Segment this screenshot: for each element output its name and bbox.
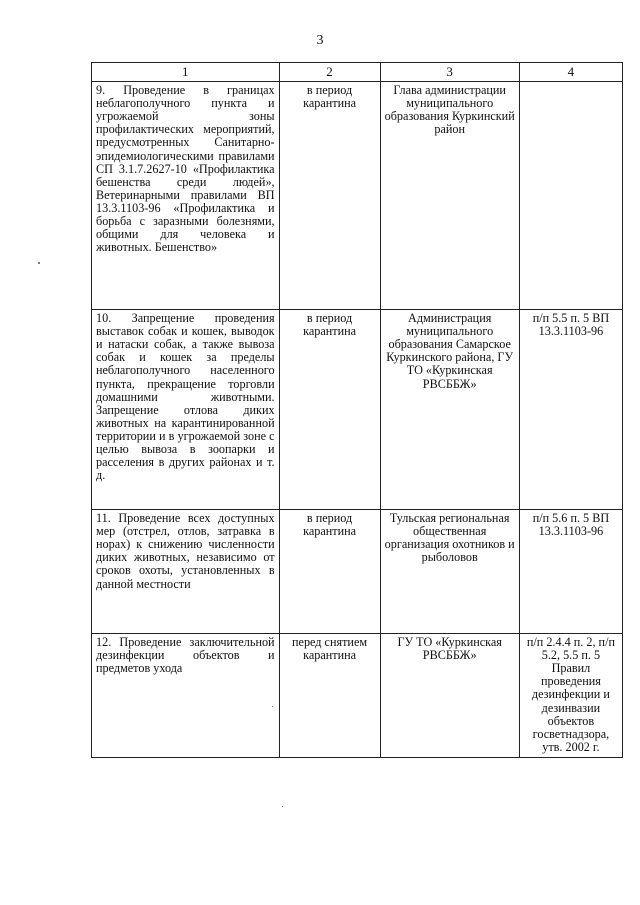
basis-cell: п/п 2.4.4 п. 2, п/п 5.2, 5.5 п. 5 Правил проведения дезинфекции и дезинвазии объектов госветнадзора, утв. 2002 г. — [519, 634, 622, 758]
term-cell: перед снятием карантина — [279, 634, 380, 758]
term-cell: в период карантина — [279, 510, 380, 634]
responsible-cell: Тульская региональная общественная организация охотников и рыболовов — [380, 510, 519, 634]
term-cell: в период карантина — [279, 82, 380, 310]
table-row — [92, 310, 623, 510]
action-cell: 11. Проведение всех доступных мер (отстрел, отлов, затравка в норах) к снижению численности диких животных, независимо от сроков охоты, установленных в данной местности — [92, 510, 280, 634]
responsible-cell: ГУ ТО «Куркинская РВСББЖ» — [380, 634, 519, 758]
column-number: 4 — [519, 63, 622, 82]
basis-cell: п/п 5.6 п. 5 ВП 13.3.1103-96 — [519, 510, 622, 634]
basis-cell: п/п 5.5 п. 5 ВП 13.3.1103-96 — [519, 310, 622, 510]
table-row — [92, 510, 623, 634]
scan-speck — [282, 806, 283, 807]
term-cell: в период карантина — [279, 310, 380, 510]
table-row — [92, 82, 623, 310]
column-number-row — [92, 63, 623, 82]
page-number: 3 — [316, 33, 324, 48]
basis-cell — [519, 82, 622, 310]
column-number: 3 — [380, 63, 519, 82]
responsible-cell: Глава администрации муниципального образования Куркинский район — [380, 82, 519, 310]
action-plan-table — [91, 62, 623, 758]
action-cell: 10. Запрещение проведения выставок собак и кошек, выводок и натаски собак, а также вывоза собак и кошек за пределы неблагополучного населенного пункта, прекращение торговли домашними животными. Запрещение отлова диких животных на карантинированной территории и в угрожаемой зоне с целью вывоза в зоопарки и расселения в других районах и т. д. — [92, 310, 280, 510]
scan-speck — [272, 706, 273, 707]
action-cell: 9. Проведение в границах неблагополучного пункта и угрожаемой зоны профилактических мероприятий, предусмотренных Санитарно-эпидемиологическими правилами СП 3.1.7.2627-10 «Профилактика бешенства среди людей», Ветеринарными правилами ВП 13.3.1103-96 «Профилактика и борьба с заразными болезнями, общими для человека и животных. Бешенство» — [92, 82, 280, 310]
column-number: 1 — [92, 63, 280, 82]
table-row — [92, 634, 623, 758]
column-number: 2 — [279, 63, 380, 82]
scan-speck — [38, 262, 40, 264]
action-cell: 12. Проведение заключительной дезинфекции объектов и предметов ухода — [92, 634, 280, 758]
responsible-cell: Администрация муниципального образования Самарское Куркинского района, ГУ ТО «Куркинская РВСББЖ» — [380, 310, 519, 510]
